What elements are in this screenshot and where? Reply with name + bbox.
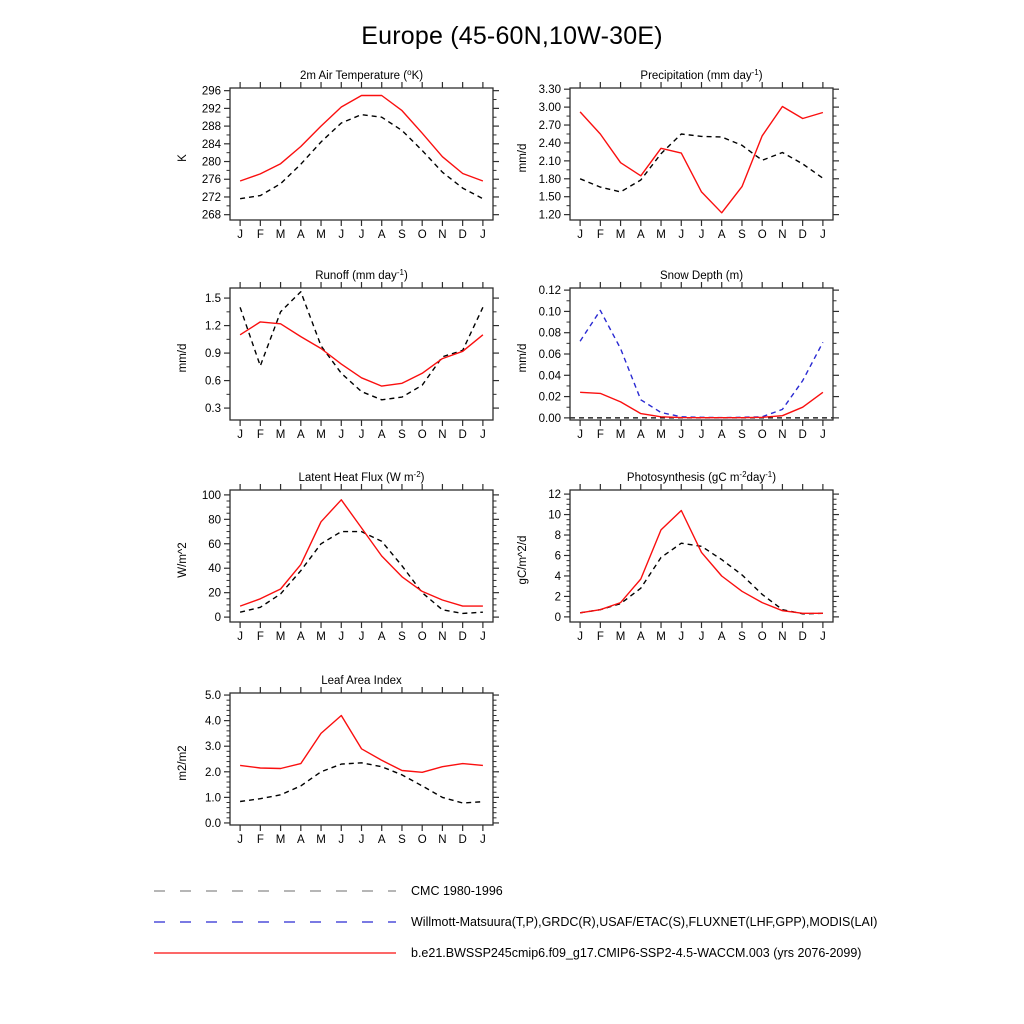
svg-text:280: 280	[201, 156, 221, 169]
svg-text:A: A	[717, 229, 726, 241]
svg-text:J: J	[577, 429, 583, 441]
svg-text:80: 80	[208, 514, 221, 527]
svg-text:D: D	[458, 429, 467, 441]
svg-text:288: 288	[201, 121, 221, 134]
svg-text:5.0: 5.0	[205, 690, 221, 703]
svg-text:J: J	[338, 429, 345, 441]
svg-text:J: J	[820, 429, 826, 441]
svg-text:S: S	[738, 229, 746, 241]
svg-text:J: J	[678, 429, 685, 441]
svg-text:N: N	[438, 631, 447, 643]
svg-text:F: F	[596, 631, 604, 643]
svg-text:M: M	[316, 631, 326, 643]
svg-text:Photosynthesis (gC m-2day-1): Photosynthesis (gC $m^{-2}day^{-1}$)	[626, 470, 777, 484]
svg-text:N: N	[438, 834, 447, 846]
svg-text:A: A	[636, 429, 645, 441]
svg-text:O: O	[757, 631, 767, 643]
svg-text:M: M	[656, 429, 666, 441]
svg-text:J: J	[820, 229, 826, 241]
svg-text:O: O	[757, 429, 767, 441]
svg-text:1.50: 1.50	[538, 191, 561, 204]
svg-text:J: J	[338, 229, 345, 241]
svg-text:12: 12	[548, 489, 561, 502]
svg-text:0: 0	[214, 612, 221, 625]
legend-item-observations	[152, 906, 877, 937]
svg-text:J: J	[358, 229, 365, 241]
legend-item-model	[152, 937, 877, 968]
svg-text:0.0: 0.0	[205, 817, 221, 830]
svg-text:D: D	[458, 834, 467, 846]
svg-text:3.00: 3.00	[538, 102, 561, 115]
legend-line-sample	[152, 887, 398, 895]
svg-text:O: O	[417, 429, 427, 441]
chart-snow-depth	[485, 264, 875, 464]
svg-text:gC/m^2/d: gC/m^2/d	[517, 535, 529, 585]
svg-text:N: N	[778, 631, 787, 643]
svg-text:2: 2	[554, 591, 561, 604]
svg-text:10: 10	[548, 509, 561, 522]
svg-text:J: J	[237, 834, 243, 846]
svg-text:Runoff (mm day-1): Runoff (mm day$^{-1}$)	[315, 268, 408, 282]
svg-text:3.30: 3.30	[538, 84, 561, 97]
svg-text:A: A	[717, 631, 726, 643]
svg-text:A: A	[377, 229, 386, 241]
svg-text:A: A	[636, 229, 645, 241]
svg-text:J: J	[237, 229, 243, 241]
svg-text:F: F	[256, 834, 264, 846]
svg-text:0.6: 0.6	[205, 375, 221, 388]
svg-text:A: A	[377, 631, 386, 643]
svg-text:0.9: 0.9	[205, 348, 221, 361]
svg-text:1.20: 1.20	[538, 209, 561, 222]
svg-text:O: O	[417, 834, 427, 846]
svg-text:Precipitation (mm day-1): Precipitation (mm day$^{-1}$)	[640, 68, 763, 82]
svg-text:S: S	[398, 229, 406, 241]
svg-text:J: J	[820, 631, 826, 643]
svg-text:6: 6	[554, 550, 561, 563]
svg-text:A: A	[296, 429, 305, 441]
svg-text:S: S	[398, 429, 406, 441]
svg-text:J: J	[698, 429, 705, 441]
svg-text:A: A	[636, 631, 645, 643]
svg-text:40: 40	[208, 563, 221, 576]
svg-text:0: 0	[554, 611, 561, 624]
svg-text:8: 8	[554, 530, 561, 543]
svg-text:J: J	[338, 631, 345, 643]
legend-item-label: b.e21.BWSSP245cmip6.f09_g17.CMIP6-SSP2-4.5-WACCM.003 (yrs 2076-2099)	[411, 945, 862, 960]
chart-leaf-area-index	[145, 669, 535, 869]
svg-text:M: M	[615, 229, 626, 241]
svg-text:M: M	[316, 834, 326, 846]
svg-text:272: 272	[201, 191, 221, 204]
svg-text:mm/d: mm/d	[517, 343, 529, 373]
svg-text:1.2: 1.2	[205, 320, 221, 333]
svg-text:2.40: 2.40	[538, 137, 561, 150]
svg-text:Snow Depth (m): Snow Depth (m)	[659, 270, 744, 282]
svg-text:F: F	[596, 429, 604, 441]
svg-text:S: S	[398, 631, 406, 643]
svg-text:0.08: 0.08	[538, 327, 561, 340]
svg-text:mm/d: mm/d	[177, 343, 189, 373]
svg-text:0.12: 0.12	[538, 285, 561, 298]
svg-text:N: N	[438, 229, 447, 241]
svg-text:0.02: 0.02	[538, 391, 561, 404]
svg-text:M: M	[316, 229, 326, 241]
svg-text:A: A	[377, 834, 386, 846]
svg-text:J: J	[678, 631, 685, 643]
svg-text:J: J	[237, 429, 243, 441]
svg-text:F: F	[596, 229, 604, 241]
legend-line-sample	[152, 949, 398, 957]
svg-text:m2/m2: m2/m2	[177, 745, 189, 781]
svg-text:4: 4	[554, 570, 561, 583]
svg-text:J: J	[577, 229, 583, 241]
svg-text:1.5: 1.5	[205, 293, 221, 306]
svg-text:O: O	[417, 631, 427, 643]
svg-text:268: 268	[201, 209, 221, 222]
legend-item-cmc	[152, 875, 877, 906]
svg-text:W/m^2: W/m^2	[177, 542, 189, 578]
svg-text:J: J	[577, 631, 583, 643]
svg-text:0.00: 0.00	[538, 412, 561, 425]
svg-text:J: J	[237, 631, 243, 643]
svg-text:D: D	[458, 229, 467, 241]
svg-text:S: S	[398, 834, 406, 846]
svg-text:20: 20	[208, 587, 221, 600]
svg-text:M: M	[656, 229, 666, 241]
legend	[152, 875, 877, 968]
svg-text:M: M	[615, 631, 626, 643]
svg-text:S: S	[738, 631, 746, 643]
svg-text:292: 292	[201, 103, 221, 116]
svg-text:284: 284	[201, 138, 221, 151]
svg-text:1.80: 1.80	[538, 173, 561, 186]
svg-text:F: F	[256, 429, 264, 441]
svg-text:F: F	[256, 229, 264, 241]
svg-text:M: M	[275, 834, 286, 846]
svg-text:A: A	[717, 429, 726, 441]
svg-text:S: S	[738, 429, 746, 441]
svg-text:K: K	[177, 154, 189, 162]
svg-text:M: M	[275, 631, 286, 643]
chart-precipitation	[485, 64, 875, 264]
svg-text:J: J	[358, 834, 365, 846]
legend-line-sample	[152, 918, 398, 926]
svg-text:296: 296	[201, 85, 221, 98]
svg-text:2.0: 2.0	[205, 766, 221, 779]
svg-text:0.06: 0.06	[538, 349, 561, 361]
legend-item-label: CMC 1980-1996	[411, 883, 503, 898]
svg-text:A: A	[377, 429, 386, 441]
svg-text:2.10: 2.10	[538, 155, 561, 168]
svg-text:F: F	[256, 631, 264, 643]
svg-text:J: J	[698, 631, 705, 643]
svg-text:60: 60	[208, 538, 221, 551]
svg-text:D: D	[798, 229, 807, 241]
svg-text:N: N	[438, 429, 447, 441]
svg-text:0.3: 0.3	[205, 403, 221, 416]
svg-text:D: D	[458, 631, 467, 643]
svg-text:D: D	[798, 429, 807, 441]
svg-text:0.10: 0.10	[538, 306, 561, 319]
svg-text:J: J	[480, 229, 486, 241]
chart-runoff	[145, 264, 535, 464]
chart-latent-heat-flux	[145, 466, 535, 666]
svg-text:D: D	[798, 631, 807, 643]
svg-text:4.0: 4.0	[205, 715, 221, 728]
chart-photosynthesis	[485, 466, 875, 666]
svg-text:3.0: 3.0	[205, 741, 221, 754]
svg-text:A: A	[296, 631, 305, 643]
svg-text:mm/d: mm/d	[517, 143, 529, 173]
svg-text:N: N	[778, 229, 787, 241]
svg-text:M: M	[316, 429, 326, 441]
svg-text:100: 100	[201, 489, 221, 502]
chart-2m-air-temperature	[145, 64, 535, 264]
svg-text:M: M	[275, 429, 286, 441]
figure-title: Europe (45-60N,10W-30E)	[361, 22, 663, 50]
svg-text:J: J	[358, 631, 365, 643]
svg-text:Latent Heat Flux (W m-2): Latent Heat Flux (W $m^{-2}$)	[298, 470, 425, 484]
svg-text:J: J	[480, 834, 486, 846]
svg-text:J: J	[358, 429, 365, 441]
svg-text:2m Air Temperature (oK): 2m Air Temperature ($^o$K)	[299, 68, 424, 82]
svg-text:M: M	[275, 229, 286, 241]
svg-text:J: J	[698, 229, 705, 241]
svg-text:2.70: 2.70	[538, 120, 561, 133]
svg-text:A: A	[296, 834, 305, 846]
svg-text:J: J	[678, 229, 685, 241]
svg-text:M: M	[615, 429, 626, 441]
svg-text:A: A	[296, 229, 305, 241]
svg-text:J: J	[338, 834, 345, 846]
legend-item-label: Willmott-Matsuura(T,P),GRDC(R),USAF/ETAC(S),FLUXNET(LHF,GPP),MODIS(LAI)	[411, 914, 878, 929]
svg-text:Leaf Area Index: Leaf Area Index	[321, 675, 402, 687]
svg-text:J: J	[480, 631, 486, 643]
svg-text:J: J	[480, 429, 486, 441]
svg-text:276: 276	[201, 174, 221, 187]
svg-text:O: O	[757, 229, 767, 241]
svg-text:0.04: 0.04	[538, 370, 561, 383]
svg-text:O: O	[417, 229, 427, 241]
svg-text:1.0: 1.0	[205, 792, 221, 805]
svg-text:M: M	[656, 631, 666, 643]
svg-text:N: N	[778, 429, 787, 441]
